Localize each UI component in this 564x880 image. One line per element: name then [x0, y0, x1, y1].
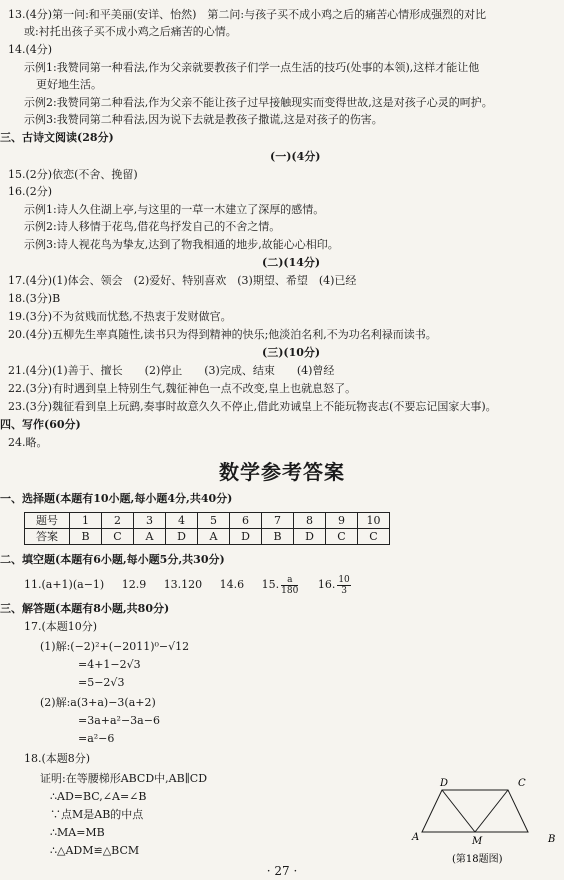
- table-row-answers: [25, 529, 390, 545]
- answer-16-example2: 示例2:诗人移情于花鸟,借花鸟抒发自己的不舍之情。: [24, 220, 281, 233]
- answer-20: 20.(4分)五柳先生率真随性,读书只为得到精神的快乐;他淡泊名利,不为功名利禄而读书。: [8, 328, 437, 341]
- math-title: 数学参考答案: [219, 460, 345, 484]
- answer-13-line2: 或:衬托出孩子买不成小鸡之后痛苦的心情。: [24, 25, 237, 38]
- q17-part1-step2: =5−2√3: [78, 676, 125, 689]
- table-cell-answer: C: [358, 529, 390, 545]
- section-3-title: 三、古诗文阅读(28分): [0, 131, 114, 144]
- table-cell-number: 8: [294, 513, 326, 529]
- fill-answer-13: 13.120: [163, 578, 203, 591]
- q18-line4: ∴MA=MB: [50, 826, 105, 839]
- label-d: D: [440, 778, 449, 789]
- section-4-title: 四、写作(60分): [0, 418, 81, 431]
- table-cell-answer: A: [198, 529, 230, 545]
- q17-part2-step2: =a²−6: [78, 732, 115, 745]
- subsection-2-title: (二)(14分): [262, 256, 321, 269]
- answer-19: 19.(3分)不为贫贱而忧愁,不热衷于发财做官。: [8, 310, 232, 323]
- fill-answers-row: [24, 572, 353, 598]
- table-header-number: 题号: [25, 513, 70, 529]
- answer-14-head: 14.(4分): [8, 43, 53, 56]
- table-cell-number: 9: [326, 513, 358, 529]
- answer-14-example2: 示例2:我赞同第二种看法,作为父亲不能让孩子过早接触现实而变得世故,这是对孩子心灵的呵护。: [24, 96, 493, 109]
- answer-18: 18.(3分)B: [8, 292, 61, 305]
- q17-part2-step1: =3a+a²−3a−6: [78, 714, 160, 727]
- answer-16-example3: 示例3:诗人视花鸟为挚友,达到了物我相通的地步,故能心心相印。: [24, 238, 339, 251]
- subsection-1-title: (一)(4分): [270, 150, 321, 163]
- math-section-3-title: 三、解答题(本题有8小题,共80分): [0, 602, 170, 615]
- table-cell-number: 4: [166, 513, 198, 529]
- answer-15: 15.(2分)依恋(不舍、挽留): [8, 168, 138, 181]
- q17-head: 17.(本题10分): [24, 620, 98, 633]
- table-cell-answer: A: [134, 529, 166, 545]
- fill-answer-11: 11.(a+1)(a−1): [24, 578, 105, 591]
- answer-14-example1: 示例1:我赞同第一种看法,作为父亲就要教孩子们学一点生活的技巧(处事的本领),这样才能让他: [24, 61, 480, 74]
- q17-part1: (1)解:(−2)²+(−2011)⁰−√12: [40, 640, 190, 653]
- segment-dm: [442, 790, 475, 832]
- answer-22: 22.(3分)有时遇到皇上特别生气,魏征神色一点不改变,皇上也就息怒了。: [8, 382, 357, 395]
- table-cell-number: 1: [70, 513, 102, 529]
- trapezoid-outline: [422, 790, 528, 832]
- answer-16-example1: 示例1:诗人久住湖上亭,与这里的一草一木建立了深厚的感情。: [24, 203, 325, 216]
- table-cell-answer: B: [262, 529, 294, 545]
- table-cell-answer: D: [230, 529, 262, 545]
- table-cell-number: 10: [358, 513, 390, 529]
- answer-16-head: 16.(2分): [8, 185, 53, 198]
- fraction-denominator: 180: [281, 585, 299, 596]
- fill-answer-14: 14.6: [219, 578, 245, 591]
- table-cell-answer: C: [102, 529, 134, 545]
- label-c: C: [518, 778, 526, 789]
- math-section-2-title: 二、填空题(本题有6小题,每小题5分,共30分): [0, 553, 225, 566]
- fill-answer-15-fraction: [281, 575, 298, 596]
- segment-cm: [475, 790, 508, 832]
- fraction-denominator: 3: [341, 585, 347, 596]
- table-header-answer: 答案: [25, 529, 70, 545]
- trapezoid-figure: [400, 770, 562, 870]
- table-cell-answer: B: [70, 529, 102, 545]
- table-cell-number: 7: [262, 513, 294, 529]
- table-cell-number: 5: [198, 513, 230, 529]
- table-cell-number: 3: [134, 513, 166, 529]
- subsection-3-title: (三)(10分): [262, 346, 321, 359]
- table-row-numbers: [25, 513, 390, 529]
- q18-line2: ∴AD=BC,∠A=∠B: [50, 790, 147, 803]
- q18-line1: 证明:在等腰梯形ABCD中,AB∥CD: [40, 772, 208, 785]
- answer-23: 23.(3分)魏征看到皇上玩鹞,奏事时故意久久不停止,借此劝诫皇上不能玩物丧志(不要忘记国家大事)。: [8, 400, 497, 413]
- fill-answer-12: 12.9: [121, 578, 147, 591]
- q17-part2: (2)解:a(3+a)−3(a+2): [40, 696, 156, 709]
- table-cell-answer: C: [326, 529, 358, 545]
- table-cell-number: 2: [102, 513, 134, 529]
- q17-part1-step1: =4+1−2√3: [78, 658, 141, 671]
- q18-line5: ∴△ADM≌△BCM: [50, 844, 140, 857]
- answer-13-line1: 13.(4分)第一问:和平美丽(安详、怡然) 第二问:与孩子买不成小鸡之后的痛苦心情形成强烈的对比: [8, 8, 487, 21]
- answer-24: 24.略。: [8, 436, 48, 449]
- q18-line3: ∵点M是AB的中点: [50, 808, 144, 821]
- choice-answer-table: [24, 512, 390, 545]
- math-section-1-title: 一、选择题(本题有10小题,每小题4分,共40分): [0, 492, 233, 505]
- fill-answer-16-fraction: [337, 575, 350, 596]
- page-number: · 27 ·: [266, 864, 298, 878]
- fill-answer-15-label: 15.: [261, 578, 280, 591]
- label-b: B: [548, 834, 556, 845]
- answer-14-example1-cont: 更好地生活。: [36, 78, 102, 91]
- label-a: A: [412, 832, 420, 843]
- fraction-numerator: 10: [338, 574, 350, 585]
- q18-head: 18.(本题8分): [24, 752, 91, 765]
- answer-17: 17.(4分)(1)体会、领会 (2)爱好、特别喜欢 (3)期望、希望 (4)已经: [8, 274, 357, 287]
- label-m: M: [472, 836, 483, 847]
- fill-answer-16-label: 16.: [317, 578, 336, 591]
- table-cell-number: 6: [230, 513, 262, 529]
- table-cell-answer: D: [294, 529, 326, 545]
- fraction-numerator: a: [281, 575, 298, 586]
- figure-caption: (第18题图): [452, 854, 503, 865]
- answer-21: 21.(4分)(1)善于、擅长 (2)停止 (3)完成、结束 (4)曾经: [8, 364, 335, 377]
- answer-14-example3: 示例3:我赞同第二种看法,因为说下去就是教孩子撒谎,这是对孩子的伤害。: [24, 113, 383, 126]
- table-cell-answer: D: [166, 529, 198, 545]
